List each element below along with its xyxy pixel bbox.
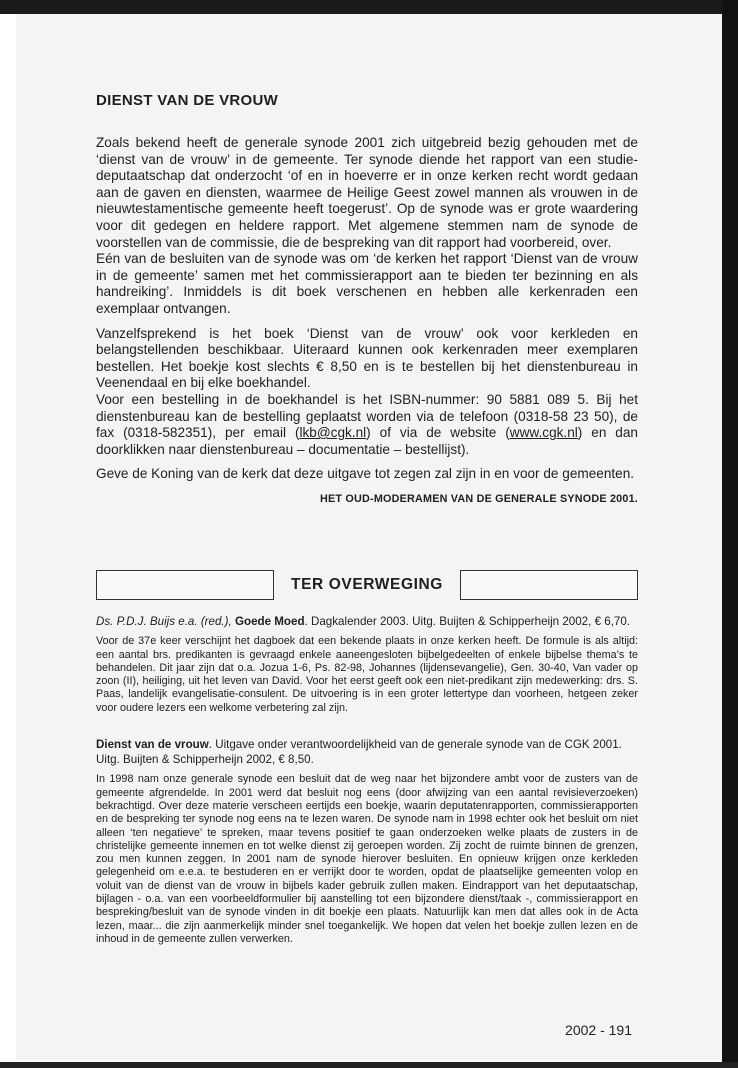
- order-paragraph: Voor een bestelling in de boekhandel is het ISBN-nummer: 90 5881 089 5. Bij het dienstenbureau kan de bestelling geplaatst worden via de telefoon (0318-58 23 50), de fax (0318-582351), per email (lkb@cgk.nl) of via de website (www.cgk.nl) en dan doorklikken naar dienstenbureau – documentatie – bestellijst).: [96, 391, 638, 457]
- signature: HET OUD-MODERAMEN VAN DE GENERALE SYNODE 2001.: [320, 492, 638, 505]
- banner-box-left: [96, 570, 274, 600]
- review-authors: Ds. P.D.J. Buijs e.a. (red.),: [96, 615, 232, 628]
- review-goede-moed: [96, 614, 638, 715]
- article: [96, 92, 638, 505]
- review-heading: [96, 737, 638, 767]
- banner-title: TER OVERWEGING: [291, 576, 443, 593]
- review-dienst-van-de-vrouw: [96, 737, 638, 946]
- order-text: Voor een bestelling in de boekhandel is het ISBN-nummer: 90 5881 089 5. Bij het dienstenbureau kan de bestelling geplaatst worden via de telefoon (0318-58 23 50), de fax (0318-582351), per email (: [96, 391, 638, 441]
- article-paragraph: Vanzelfsprekend is het boek ‘Dienst van de vrouw’ ook voor kerkleden en belangstellenden beschikbaar. Uiteraard kunnen ook kerkenraden meer exemplaren bestellen. Het boekje kost slechts € 8,50 en is te bestellen bij het dienstenbureau in Veenendaal en bij elke boekhandel.: [96, 325, 638, 391]
- review-book-title: Goede Moed: [234, 615, 305, 628]
- section-title: DIENST VAN DE VROUW: [96, 92, 279, 109]
- review-details: . Dagkalender 2003. Uitg. Buijten & Schipperheijn 2002, € 6,70.: [304, 615, 631, 628]
- review-book-title: Dienst van de vrouw: [96, 737, 209, 751]
- scan-right-border: [722, 0, 738, 1068]
- page-number: 2002 - 191: [565, 1022, 632, 1038]
- order-text: ) of via de website (: [366, 425, 510, 441]
- article-paragraph: Eén van de besluiten van de synode was om ‘de kerken het rapport ‘Dienst van de vrouw in de gemeente’ samen met het commissierapport aan te bieden ter bezinning en als handreiking’. Inmiddels is dit boek verschenen en hebben alle kerkenraden een exemplaar ontvangen.: [96, 251, 638, 316]
- review-body: In 1998 nam onze generale synode een besluit dat de weg naar het bijzondere ambt voor de zusters van de gemeente afgrendelde. In 2001 werd dat besluit nog eens (door afwijzing van een aantal revisieverzoeken) bekrachtigd. Over deze materie verscheen eertijds een boekje, waarin deputatenrapporten, commissierapporten en de bespreking ter synode nog eens na te lezen waren. De synode nam in 1998 echter ook het besluit om niet alleen ‘ten negatieve’ te spreken, maar tevens positief te gaan onderzoeken welke plaats de zusters in de christelijke gemeente innemen en tot welke dienst zij geroepen worden. Zij zocht de ruimte binnen de grenzen, zou men kunnen zeggen. In 2001 nam de synode hierover besluiten. En opnieuw krijgen onze kerkleden gelegenheid om e.e.a. te bestuderen en er verrijkt door te worden, opdat de plaatselijke gemeenten volop en voluit van de dienst van de vrouw in bijbels kader gebruik zullen maken. Eindrapport van het deputaatschap, bijlagen - o.a. van een voorbeeldformulier bij aanstelling tot een bijzondere dienst/taak -, commissierapport en bespreking/besluit van de synode vinden in dit boekje een plaats. Natuurlijk kan men dat alles ook in de Acta lezen, maar... die zijn aanmerkelijk minder snel toegankelijk. We hopen dat velen het boekje zullen lezen en de inhoud in de gemeente zullen verwerken.: [96, 773, 638, 945]
- order-text: en dan doorklikken naar dienstenbureau – documentatie – bestellijst).: [96, 425, 638, 457]
- ter-overweging-banner: [96, 570, 638, 602]
- review-heading: [96, 614, 638, 629]
- reviews: [96, 614, 638, 946]
- banner-box-right: [460, 570, 638, 600]
- scan-bottom-border: [0, 1062, 738, 1068]
- website-link[interactable]: www.cgk.nl: [509, 425, 578, 441]
- article-paragraph: Zoals bekend heeft de generale synode 2001 zich uitgebreid bezig gehouden met de ‘dienst van de vrouw’ in de gemeente. Ter synode diende het rapport van een studie-deputaatschap dat onderzocht ‘of en in hoeverre er in onze kerken recht wordt gedaan aan de gaven en diensten, waarmee de Heilige Geest zowel mannen als vrouwen in de nieuwtestamentische gemeente heeft toegerust’. Op de synode was er grote waardering voor dit gedegen en heldere rapport. Met algemene stemmen nam de synode de voorstellen van de commissie, die de bespreking van dit rapport had voorbereid, over.: [96, 135, 638, 250]
- review-details: . Uitgave onder verantwoordelijkheid van de generale synode van de CGK 2001. Uitg. Buijten & Schipperheijn 2002, € 8,50.: [96, 737, 622, 767]
- scan-top-border: [0, 0, 738, 14]
- closing-paragraph: Geve de Koning van de kerk dat deze uitgave tot zegen zal zijn in en voor de gemeenten.: [96, 466, 635, 482]
- review-body: Voor de 37e keer verschijnt het dagboek dat een bekende plaats in onze kerken heeft. De formule is als altijd: een aantal brs. predikanten is gevraagd enkele aaneengesloten bijbelgedeelten of enkele bijbelse thema’s te behandelen. Dit jaar zijn dat o.a. Jozua 1-6, Ps. 82-98, Johannes (lijdensevangelie), Gen. 30-40, Van vader op zoon (II), heiliging, uit het leven van David. Voor het eerst geeft ook een niet-predikant zijn medewerking: drs. S. Paas, landelijk evangelisatie-consulent. De uitvoering is in een groter lettertype dan voorheen, hetgeen zeker voor oudere lezers een welkome verbetering zal zijn.: [96, 635, 638, 714]
- email-link[interactable]: lkb@cgk.nl: [299, 425, 367, 441]
